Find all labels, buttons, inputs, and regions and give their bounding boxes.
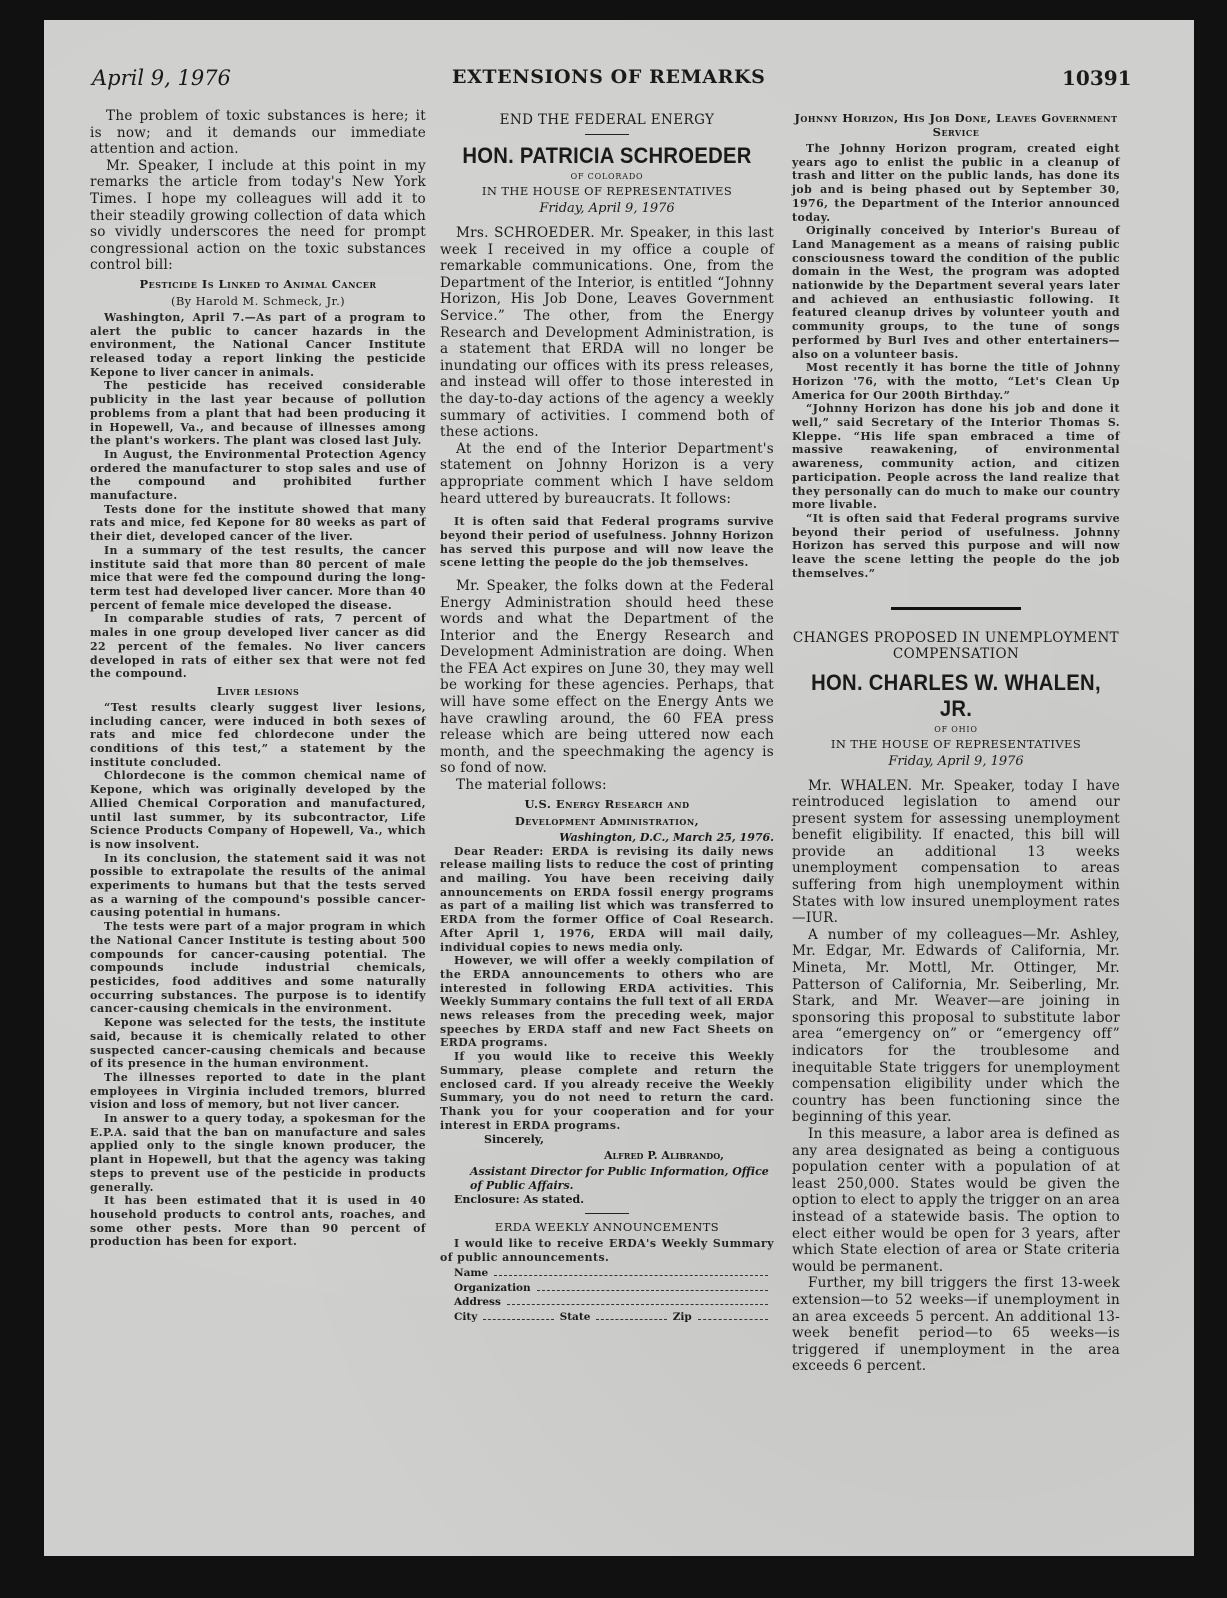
form-row (440, 1308, 774, 1323)
paragraph-small: In comparable studies of rats, 7 percent of males in one group developed liver cancer as did 22 percent of the females. No liver cancers developed in rats of either sex that were not fed the compound. (90, 612, 426, 681)
paragraph: Further, my bill triggers the first 13-week extension—to 52 weeks—if unemployment in an area exceeds 5 percent. An additional 13-week benefit period—to 65 weeks—is triggered if unemployment in the area exceeds 6 percent. (792, 1275, 1120, 1375)
paragraph: Mr. Speaker, I include at this point in my remarks the article from today's New York Times. I hope my colleagues will add it to their steadily growing collection of data which so vividly underscores the need for prompt congressional action on the toxic substances control bill: (90, 157, 426, 274)
paragraph-small: It has been estimated that it is used in 40 household products to control ants, roaches, and some other pests. More than 90 percent of production has been for export. (90, 1194, 426, 1249)
paragraph-small: In a summary of the test results, the cancer institute said that more than 80 percent of male mice that were fed the compound during the long-term test had developed liver cancer. More than 40 percent of female mice developed the disease. (90, 543, 426, 612)
form-blank-line (537, 1290, 768, 1291)
section-title: EXTENSIONS OF REMARKS (452, 66, 766, 88)
paragraph-small: In answer to a query today, a spokesman for the E.P.A. said that the ban on manufacture and sales applied only to the single known producer, the plant in Hopewell, but that the agency was taking steps to prevent use of the pesticide in products generally. (90, 1112, 426, 1194)
paragraph-small: The pesticide has received considerable publicity in the last year because of pollution problems from a plant that had been producing it in Hopewell, Va., and because of illnesses among the plant's workers. The plant was closed last July. (90, 379, 426, 448)
article-title: END THE FEDERAL ENERGY (499, 112, 715, 128)
subheading: U.S. Energy Research and (524, 796, 690, 811)
form-blank-line (494, 1275, 768, 1276)
divider (585, 134, 629, 135)
spacer (440, 570, 774, 578)
page-number: 10391 (1062, 66, 1132, 90)
paragraph-small: Most recently it has borne the title of Johnny Horizon '76, with the motto, “Let's Clean Up America for Our 200th Birthday.” (792, 361, 1120, 402)
paragraph-small: However, we will offer a weekly compilation of the ERDA announcements to others who are interested in following ERDA activities. This Weekly Summary contains the full text of all ERDA news releases from the preceding week, major speeches by ERDA staff and new Fact Sheets on ERDA programs. (440, 954, 774, 1050)
form-blank-line (698, 1319, 768, 1320)
form-field-label: Name (454, 1267, 489, 1280)
paragraph-small: The illnesses reported to date in the plant employees in Virginia included tremors, blurred vision and loss of memory, but not liver cancer. (90, 1070, 426, 1112)
member-name: HON. CHARLES W. WHALEN, JR. (811, 669, 1101, 721)
form-field-label: State (559, 1310, 591, 1323)
spacer (440, 507, 774, 515)
column-2 (440, 108, 774, 1323)
paragraph: The material follows: (456, 777, 607, 794)
centered-line: (By Harold M. Schmeck, Jr.) (170, 293, 346, 308)
date-line: Friday, April 9, 1976 (888, 753, 1024, 769)
subheading: Pesticide Is Linked to Animal Cancer (139, 276, 377, 291)
signature-title: Assistant Director for Public Information, Office of Public Affairs. (470, 1165, 769, 1192)
subheading: Liver lesions (216, 683, 300, 698)
form-blank-line (507, 1304, 768, 1305)
paragraph-small: Dear Reader: ERDA is revising its daily news release mailing lists to reduce the cost of printing and mailing. You have been receiving daily announcements on ERDA fossil energy programs as part of a mailing list which was transferred to ERDA from the former Office of Coal Research. After April 1, 1976, ERDA will mail daily, individual copies to news media only. (440, 844, 774, 954)
paragraph-small: “Johnny Horizon has done his job and done it well,” said Secretary of the Interior Thomas S. Kleppe. “His life span embraced a time of massive reawakening, of environmental awareness, community action, and citizen participation. People across the land realize that they personally can do much to make our country more livable. (792, 402, 1120, 512)
form-row (440, 1265, 774, 1280)
form-blank-line (596, 1319, 666, 1320)
paragraph-small: In August, the Environmental Protection Agency ordered the manufacturer to stop sales and use of the compound and prohibited further manufacture. (90, 447, 426, 503)
paragraph-small: The tests were part of a major program in which the National Cancer Institute is testing about 500 compounds for cancer-causing potential. The compounds include industrial chemicals, pesticides, food additives and some naturally occurring substances. The purpose is to identify cancer-causing chemicals in the environment. (90, 920, 426, 1016)
page-date: April 9, 1976 (92, 66, 231, 90)
section-divider (891, 607, 1021, 610)
form-row (440, 1294, 774, 1309)
paragraph-small: Originally conceived by Interior's Bureau of Land Management as a means of raising public consciousness toward the condition of the public domain in the West, the program was adopted nationwide by the Department several years later and achieved an enthusiastic following. It featured cleanup drives by volunteer youth and community groups, to the tune of songs performed by Burl Ives and other entertainers—also on a volunteer basis. (792, 224, 1120, 361)
paragraph-small: It is often said that Federal programs survive beyond their period of usefulness. Johnny Horizon has served this purpose and will now leave the scene letting the people do the job themselves. (440, 515, 774, 570)
paragraph: Mr. WHALEN. Mr. Speaker, today I have reintroduced legislation to amend our present system for assessing unemployment benefit eligibility. If enacted, this bill will provide an additional 13 weeks unemployment compensation to areas suffering from high unemployment within States with low insured unemployment rates—IUR. (792, 777, 1120, 927)
paragraph-small: In its conclusion, the statement said it was not possible to extrapolate the results of the animal experiments to humans but that the tests served as a warning of the compound's possible cancer-causing potential in humans. (90, 851, 426, 920)
paragraph-small: Kepone was selected for the tests, the institute said, because it is chemically related to other suspected cancer-causing chemicals and because of its presence in the human environment. (90, 1016, 426, 1071)
paragraph: A number of my colleagues—Mr. Ashley, Mr. Edgar, Mr. Edwards of California, Mr. Mineta, Mr. Mottl, Mr. Ottinger, Mr. Patterson of California, Mr. Seiberling, Mr. Stark, and Mr. Weaver—are joining in sponsoring this proposal to substitute labor area “emergency on” or “emergency off” indicators for the troublesome and inequitable State triggers for unemployment compensation eligibility under which the country has been functioning since the beginning of this year. (792, 926, 1120, 1126)
dateline: Washington, D.C., March 25, 1976. (559, 830, 774, 844)
form-field-label: Address (454, 1296, 501, 1309)
subheading: Johnny Horizon, His Job Done, Leaves Government Service (794, 111, 1118, 139)
paragraph-small: I would like to receive ERDA's Weekly Summary of public announcements. (440, 1237, 774, 1265)
paragraph-small: If you would like to receive this Weekly Summary, please complete and return the enclosed card. If you already receive the Weekly Summary, you do not need to return the card. Thank you for your cooperation and for your interest in ERDA programs. (440, 1050, 774, 1132)
column-1 (90, 108, 426, 1249)
paragraph-small: Tests done for the institute showed that many rats and mice, fed Kepone for 80 weeks as part of their diet, developed cancer of the liver. (90, 502, 426, 544)
form-field-label: City (454, 1310, 478, 1323)
form-blank-line (483, 1319, 553, 1320)
letter-line: Sincerely, (484, 1133, 544, 1147)
paragraph: The problem of toxic substances is here; it is now; and it demands our immediate attention and action. (90, 108, 426, 158)
divider (585, 1213, 629, 1214)
paragraph-small: “Test results clearly suggest liver lesions, including cancer, were induced in both sexes of rats and mice fed chlordecone under the conditions of this test,” a statement by the institute concluded. (90, 700, 426, 769)
form-field-label: Zip (672, 1310, 692, 1323)
paragraph-small: “It is often said that Federal programs survive beyond their period of usefulness. Johnny Horizon has served this purpose and will now leave the scene letting the people do the job themselves.” (792, 511, 1120, 580)
article-title: CHANGES PROPOSED IN UNEMPLOYMENT COMPENSATION (792, 629, 1120, 662)
paragraph: In this measure, a labor area is defined as any area designated as being a contiguous population center with a population of at least 250,000. States would be given the option to elect to apply the trigger on an area instead of a statewide basis. The option to elect either would be open for 3 years, after which State election of area or State criteria would be permanent. (792, 1125, 1120, 1275)
letter-line: Enclosure: As stated. (454, 1193, 585, 1207)
centered-line: IN THE HOUSE OF REPRESENTATIVES (830, 736, 1082, 751)
form-row (440, 1279, 774, 1294)
member-name: HON. PATRICIA SCHROEDER (462, 143, 752, 168)
column-3 (792, 108, 1120, 1375)
form-field-label: Organization (454, 1281, 531, 1294)
date-line: Friday, April 9, 1976 (539, 201, 675, 216)
paragraph-small: The Johnny Horizon program, created eight years ago to enlist the public in a cleanup of trash and litter on the public lands, has done its job and is being phased out by September 30, 1976, the Department of the Interior announced today. (792, 142, 1120, 224)
centered-line: IN THE HOUSE OF REPRESENTATIVES (481, 184, 733, 198)
paragraph: At the end of the Interior Department's statement on Johnny Horizon is a very appropriate comment which I have seldom heard uttered by bureaucrats. It follows: (440, 440, 774, 507)
state-label: OF OHIO (934, 724, 978, 734)
paragraph: Mrs. SCHROEDER. Mr. Speaker, in this last week I received in my office a couple of remarkable communications. One, from the Department of the Interior, is entitled “Johnny Horizon, His Job Done, Leaves Government Service.” The other, from the Energy Research and Development Administration, is a statement that ERDA will no longer be inundating our offices with its press releases, and instead will offer to those interested in the day-to-day actions of the agency a weekly summary of activities. I commend both of these actions. (440, 225, 774, 441)
subheading: Development Administration, (514, 813, 700, 828)
paragraph: Mr. Speaker, the folks down at the Federal Energy Administration should heed these words and what the Department of the Interior and the Energy Research and Development Administration are doing. When the FEA Act expires on June 30, they may well be working for these agencies. Perhaps, that will have some effect on the Energy Ants we have crawling around, the 60 FEA press release which are being uttered now each month, and the speechmaking the agency is so fond of now. (440, 577, 774, 777)
signature-name: Alfred P. Alibrando, (603, 1149, 724, 1163)
paragraph-small: Chlordecone is the common chemical name of Kepone, which was originally developed by the Allied Chemical Corporation and manufactured, until last summer, by its subcontractor, Life Science Products Company of Hopewell, Va., which is now insolvent. (90, 769, 426, 851)
paragraph-small: Washington, April 7.—As part of a program to alert the public to cancer hazards in the environment, the National Cancer Institute released today a report linking the pesticide Kepone to liver cancer in animals. (90, 310, 426, 379)
centered-line: ERDA WEEKLY ANNOUNCEMENTS (494, 1220, 720, 1235)
state-label: OF COLORADO (570, 172, 644, 181)
